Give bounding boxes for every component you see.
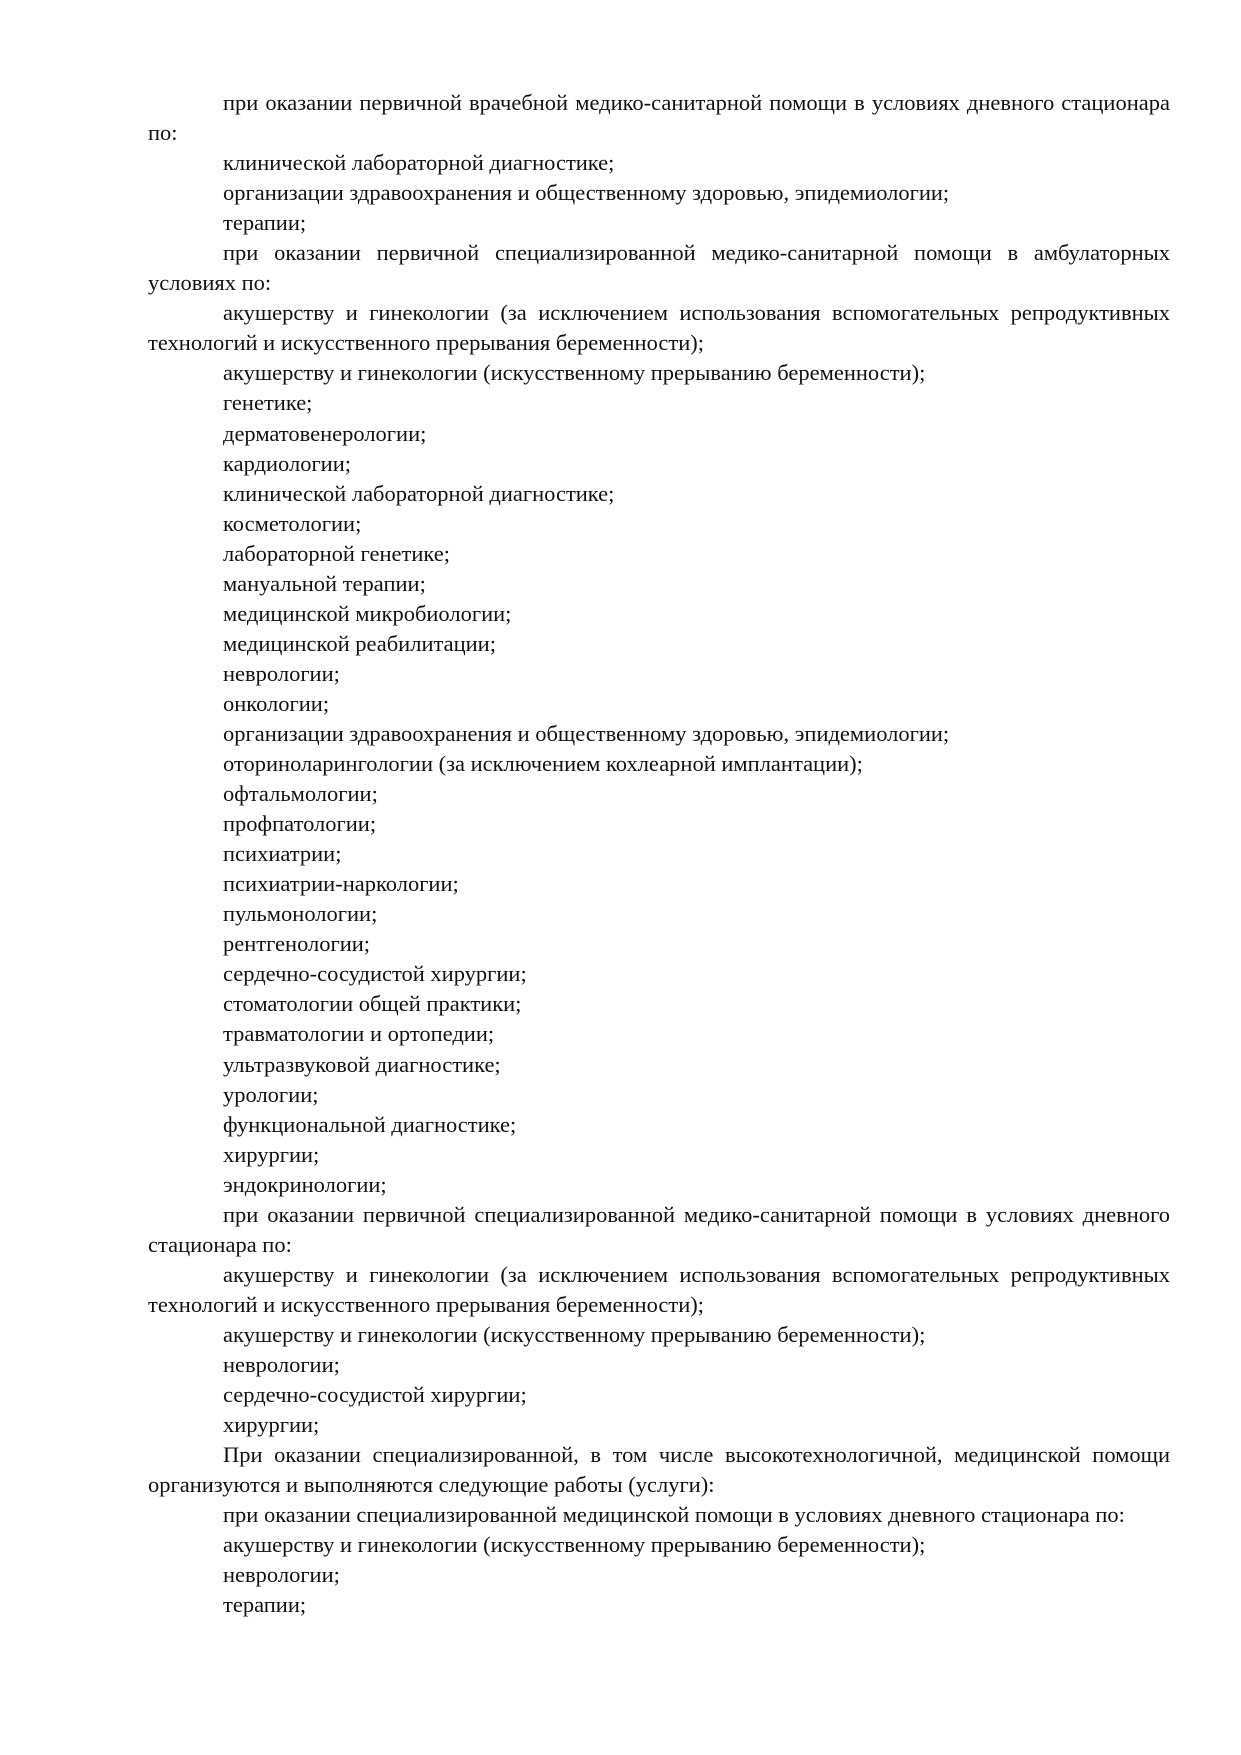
list-item: терапии; [223,1592,307,1618]
list-item: терапии; [223,210,307,236]
list-item: акушерству и гинекологии (искусственному прерыванию беременности); [223,360,926,386]
list-item: урологии; [223,1081,319,1107]
list-item: эндокринологии; [223,1171,387,1197]
list-item: неврологии; [223,660,340,686]
list-item: акушерству и гинекологии (искусственному прерыванию беременности); [223,1532,926,1558]
list-item: косметологии; [223,510,362,536]
list-item: стоматологии общей практики; [223,991,522,1017]
list-item: медицинской реабилитации; [223,630,496,656]
list-item: организации здравоохранения и общественному здоровью, эпидемиологии; [223,720,950,746]
list-item: хирургии; [223,1141,320,1167]
list-item: рентгенологии; [223,931,371,957]
list-item: психиатрии; [223,841,342,867]
list-item: кардиологии; [223,450,352,476]
list-item: медицинской микробиологии; [223,600,512,626]
list-item: клинической лабораторной диагностике; [223,150,615,176]
list-item: оториноларингологии (за исключением кохлеарной имплантации); [223,751,863,777]
list-item: неврологии; [223,1562,340,1588]
list-item: психиатрии-наркологии; [223,871,459,897]
list-item: генетике; [223,390,313,416]
list-item: хирургии; [223,1412,320,1438]
paragraph: акушерству и гинекологии (за исключением использования вспомогательных репродуктивных технологий и искусственного прерывания беременности); [148,300,1170,356]
paragraph: при оказании первичной врачебной медико-санитарной помощи в условиях дневного стационара по: [148,90,1170,146]
list-item: сердечно-сосудистой хирургии; [223,1382,527,1408]
list-item: мануальной терапии; [223,570,426,596]
paragraph: при оказании первичной специализированной медико-санитарной помощи в амбулаторных условиях по: [148,240,1170,296]
list-item: неврологии; [223,1351,340,1377]
document-page [148,88,1170,1620]
list-item: дерматовенерологии; [223,420,427,446]
list-item: профпатологии; [223,811,377,837]
list-item: сердечно-сосудистой хирургии; [223,961,527,987]
list-item: ультразвуковой диагностике; [223,1051,501,1077]
list-item: офтальмологии; [223,781,378,807]
list-item: лабораторной генетике; [223,540,450,566]
list-item: акушерству и гинекологии (искусственному прерыванию беременности); [223,1321,926,1347]
paragraph: при оказании специализированной медицинской помощи в условиях дневного стационара по: [223,1502,1125,1528]
list-item: травматологии и ортопедии; [223,1021,495,1047]
paragraph: акушерству и гинекологии (за исключением использования вспомогательных репродуктивных технологий и искусственного прерывания беременности); [148,1261,1170,1317]
list-item: клинической лабораторной диагностике; [223,480,615,506]
list-item: пульмонологии; [223,901,378,927]
paragraph: при оказании первичной специализированной медико-санитарной помощи в условиях дневного стационара по: [148,1201,1170,1257]
list-item: функциональной диагностике; [223,1111,517,1137]
paragraph: При оказании специализированной, в том числе высокотехнологичной, медицинской помощи организуются и выполняются следующие работы (услуги): [148,1442,1170,1498]
list-item: организации здравоохранения и общественному здоровью, эпидемиологии; [223,180,950,206]
list-item: онкологии; [223,690,330,716]
